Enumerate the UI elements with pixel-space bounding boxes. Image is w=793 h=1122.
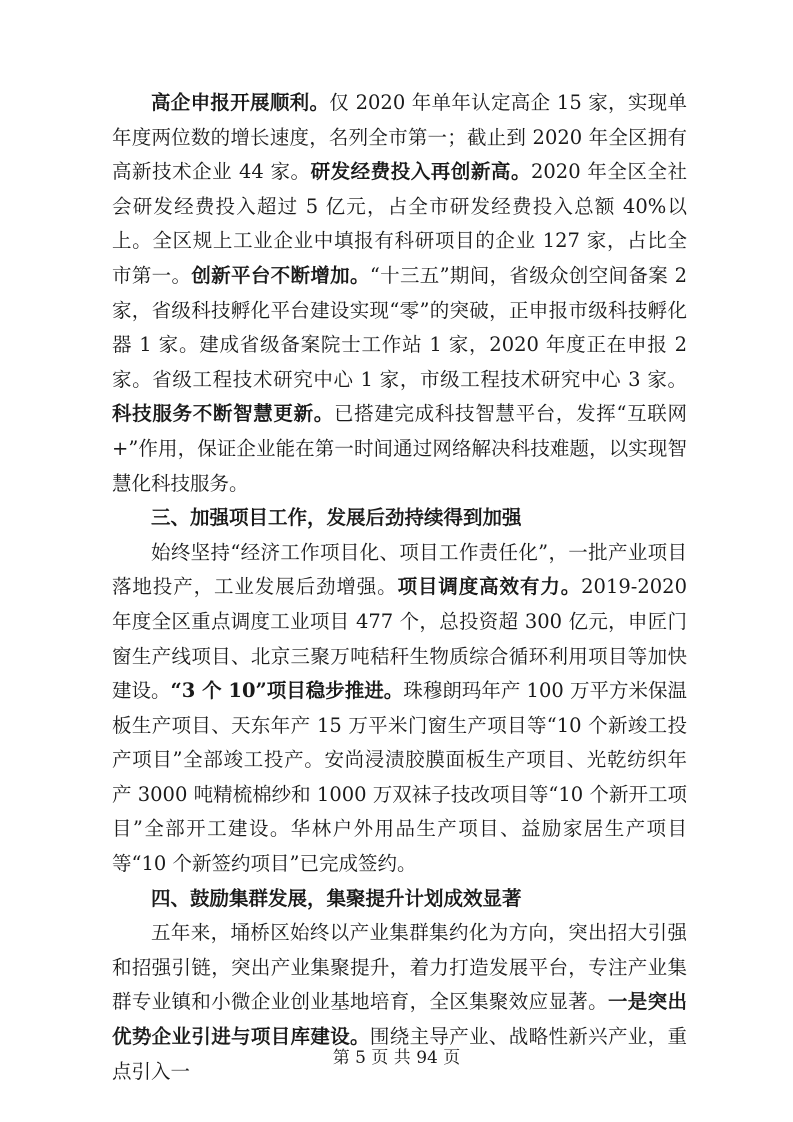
paragraph-text: 围绕主导产业、战略性新兴产业，重点引入一 (112, 1025, 687, 1083)
section-heading (112, 501, 687, 536)
bold-lead-phrase: 三、加强项目工作，发展后劲持续得到加强 (151, 506, 522, 530)
bold-lead-phrase: 科技服务不断智慧更新。 (112, 402, 334, 426)
document-body (112, 86, 687, 1089)
bold-lead-phrase: 项目调度高效有力。 (397, 575, 582, 599)
bold-lead-phrase: 一是突出优势企业引进与项目库建设。 (112, 990, 687, 1049)
paragraph-text: 2019-2020 年度全区重点调度工业项目 477 个，总投资超 300 亿元，申匠门窗生产线项目、北京三聚万吨秸秆生物质综合循环利用项目等加快建设。 (112, 575, 687, 703)
paragraph-text: 已搭建完成科技智慧平台，发挥“互联网+”作用，保证企业能在第一时间通过网络解决科技难题，以实现智慧化科技服务。 (112, 402, 687, 495)
body-paragraph (112, 536, 687, 882)
paragraph-text: 2020 年全区全社会研发经费投入超过 5 亿元，占全市研发经费投入总额 40%以上。全区规上工业企业中填报有科研项目的企业 127 家，占比全市第一。 (112, 160, 687, 287)
bold-lead-phrase: 四、鼓励集群发展，集聚提升计划成效显著 (151, 886, 522, 910)
bold-lead-phrase: 创新平台不断增加。 (191, 263, 370, 287)
body-paragraph (112, 86, 687, 501)
paragraph-text: 始终坚持“经济工作项目化、项目工作责任化”，一批产业项目落地投产，工业发展后劲增强。 (112, 540, 687, 599)
paragraph-text: 珠穆朗玛年产 100 万平方米保温板生产项目、天东年产 15 万平米门窗生产项目等“10 个新竣工投产项目”全部竣工投产。安尚浸渍胶膜面板生产项目、光乾纺织年产 3000 吨精梳棉纱和 1000 万双袜子技改项目等“10 个新开工项目”全部开工建设。华林户外用品生产项目、益励家居生产项目等“10 个新签约项目”已完成签约。 (112, 679, 687, 876)
paragraph-text: 仅 2020 年单年认定高企 15 家，实现单年度两位数的增长速度，名列全市第一；截止到 2020 年全区拥有高新技术企业 44 家。 (112, 91, 687, 184)
page-footer: 第 5 页 共 94 页 (332, 1048, 461, 1068)
bold-lead-phrase: 研发经费投入再创新高。 (310, 160, 531, 184)
paragraph-text: 五年来，埇桥区始终以产业集群集约化为方向，突出招大引强和招强引链，突出产业集聚提升，着力打造发展平台，专注产业集群专业镇和小微企业创业基地培育，全区集聚效应显著。 (112, 921, 687, 1014)
section-heading (112, 882, 687, 917)
bold-lead-phrase: “3 个 10”项目稳步推进。 (170, 679, 404, 703)
paragraph-text: “十三五”期间，省级众创空间备案 2 家，省级科技孵化平台建设实现“零”的突破，正申报市级科技孵化器 1 家。建成省级备案院士工作站 1 家，2020 年度正在申报 2 家。省级工程技术研究中心 1 家，市级工程技术研究中心 3 家。 (112, 263, 687, 391)
bold-lead-phrase: 高企申报开展顺利。 (151, 91, 330, 114)
